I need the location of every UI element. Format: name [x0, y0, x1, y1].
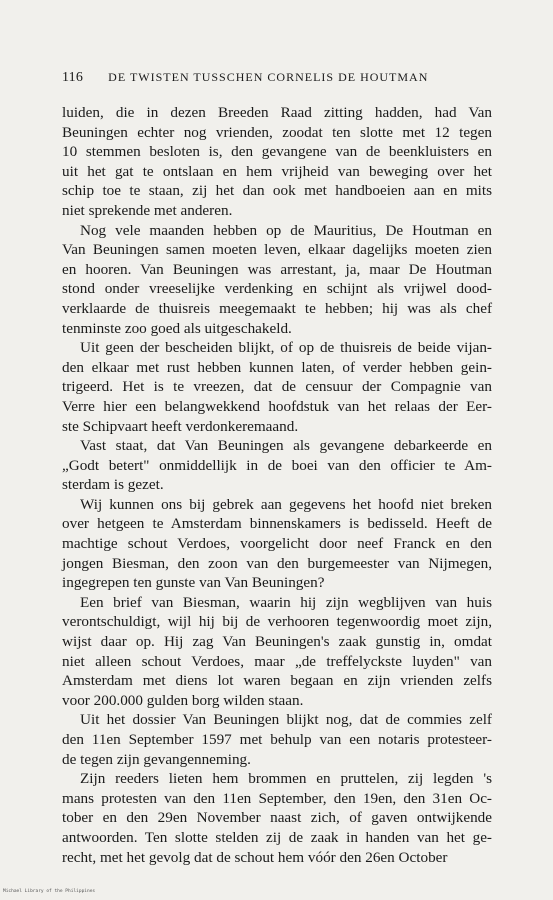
text-line: Wij kunnen ons bij gebrek aan gegevens het hoofd niet breken	[80, 495, 492, 513]
text-line: luiden, die in dezen Breeden Raad zitting hadden, had Van	[62, 104, 492, 121]
text-line: over hetgeen te Amsterdam binnenskamers is bedisseld. Heeft de	[62, 515, 492, 533]
text-line: tober en den 29en November naast zich, of gaven ontwijkende	[62, 809, 492, 827]
text-line: Verre hier een belangwekkend hoofdstuk van het relaas der Eer-	[62, 397, 492, 415]
text-line: Van Beuningen samen moeten leven, elkaar dagelijks moeten zien	[62, 241, 492, 259]
text-line: „Godt betert" onmiddellijk in de boei van den officier te Am-	[62, 456, 492, 474]
text-line: niet alleen schout Verdoes, maar „de treffelyckste luyden" van	[62, 652, 492, 670]
text-line: verklaarde de thuisreis meegemaakt te hebben; hij was als chef	[62, 299, 492, 317]
text-line: antwoorden. Ten slotte stelden zij de zaak in handen van het ge-	[62, 828, 492, 846]
text-line: Amsterdam met diens lot waren begaan en zijn vrienden zelfs	[62, 672, 492, 690]
scan-footer: Michael Library of the Philippines	[3, 889, 96, 894]
text-line: voor 200.000 gulden borg wilden staan.	[62, 691, 304, 709]
paragraph	[62, 436, 492, 495]
text-line: en hooren. Van Beuningen was arrestant, ja, maar De Houtman	[62, 260, 492, 278]
running-title: DE TWISTEN TUSSCHEN CORNELIS DE HOUTMAN	[108, 70, 429, 84]
page-header	[62, 70, 482, 86]
text-line: Uit het dossier Van Beuningen blijkt nog, dat de commies zelf	[80, 711, 492, 729]
text-line: 10 stemmen besloten is, den gevangene van de beenkluisters en	[62, 143, 492, 161]
text-line: ingegrepen ten gunste van Van Beuningen?	[62, 574, 325, 592]
text-line: Vast staat, dat Van Beuningen als gevangene debarkeerde en	[80, 437, 492, 455]
text-line: den elkaar met rust hebben kunnen laten, of verder hebben gein-	[62, 358, 492, 376]
text-line: stond onder vreeselijke verdenking en schijnt als vrijwel dood-	[62, 280, 492, 298]
paragraph	[62, 710, 492, 769]
text-line: Zijn reeders lieten hem brommen en pruttelen, zij legden 's	[80, 770, 492, 788]
text-line: mans protesten van den 11en September, den 19en, den 31en Oc-	[62, 789, 492, 807]
text-line: Uit geen der bescheiden blijkt, of op de thuisreis de beide vijan-	[80, 339, 492, 357]
text-line: tenminste zoo goed als uitgeschakeld.	[62, 319, 292, 337]
paragraph	[62, 769, 492, 867]
paragraph	[62, 103, 492, 221]
text-line: sterdam is gezet.	[62, 476, 164, 494]
text-line: recht, met het gevolg dat de schout hem vóór den 26en October	[62, 848, 448, 866]
page-number: 116	[62, 70, 84, 85]
text-line: de tegen zijn gevangenneming.	[62, 750, 251, 768]
text-line: den 11en September 1597 met behulp van een notaris protesteer-	[62, 731, 492, 748]
text-line: Een brief van Biesman, waarin hij zijn wegblijven van huis	[80, 593, 492, 611]
paragraph	[62, 338, 492, 436]
text-line: Nog vele maanden hebben op de Mauritius, De Houtman en	[80, 221, 492, 239]
text-line: trigeerd. Het is te vreezen, dat de censuur der Compagnie van	[62, 378, 492, 396]
body-text	[62, 103, 492, 867]
text-line: niet sprekende met anderen.	[62, 201, 233, 219]
text-line: ste Schipvaart heeft verdonkeremaand.	[62, 417, 299, 435]
text-line: Beuningen echter nog vrienden, zoodat ten slotte met 12 tegen	[62, 123, 492, 141]
text-line: schip toe te staan, zij het dan ook met handboeien aan en mits	[62, 182, 492, 200]
text-line: uit het gat te ontslaan en hem vrijheid van beweging over het	[62, 162, 492, 180]
text-line: jongen Biesman, den zoon van den burgemeester van Nijmegen,	[62, 554, 492, 572]
text-line: machtige schout Verdoes, voorgelicht door neef Franck en den	[62, 535, 492, 553]
paragraph	[62, 221, 492, 339]
paragraph	[62, 593, 492, 711]
text-line: verontschuldigt, wijl hij bij de verhooren tegenwoordig moet zijn,	[62, 613, 492, 631]
text-line: wijst daar op. Hij zag Van Beuningen's zaak gunstig in, omdat	[62, 633, 492, 651]
paragraph	[62, 495, 492, 593]
